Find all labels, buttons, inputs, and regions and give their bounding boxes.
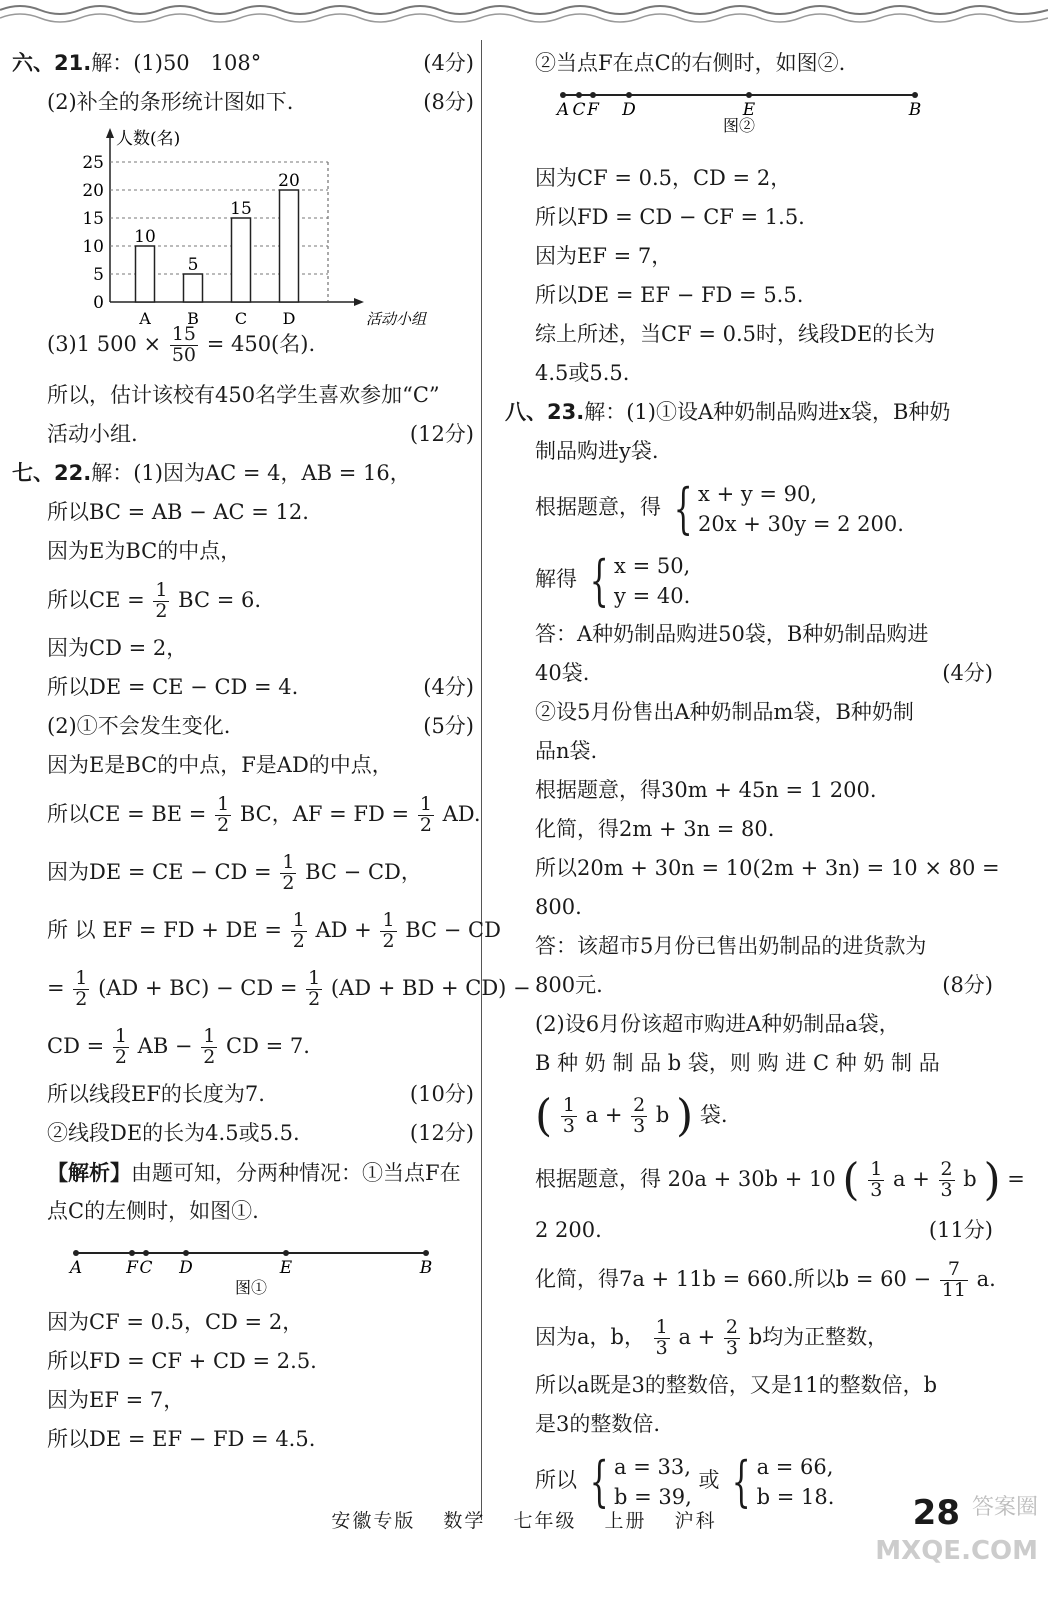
- answer-line: [12, 1017, 474, 1075]
- q21-part3: [12, 312, 474, 376]
- answer-text: (AD + BD + CD) −: [330, 976, 531, 1000]
- numerator: 1: [217, 793, 230, 816]
- answer-text: 解：(1)50 108°: [91, 51, 262, 75]
- answer-text: b: [963, 1167, 977, 1191]
- answer-text: 解得: [535, 567, 577, 591]
- answer-text: BC，AF = FD =: [239, 802, 410, 826]
- y-tick-label: 0: [93, 293, 104, 313]
- data-label: 20: [278, 171, 300, 191]
- point-label: A: [69, 1258, 83, 1278]
- answer-text: BC − CD，: [305, 860, 422, 884]
- answer-text: 化简，得2m + 3n = 80.: [535, 817, 775, 841]
- answer-line: [12, 1342, 474, 1381]
- point-F: [590, 92, 596, 98]
- number-line-figure-2: [535, 83, 993, 159]
- answer-line: [535, 354, 993, 393]
- denominator: 3: [940, 1179, 953, 1201]
- numerator: 2: [725, 1316, 739, 1339]
- answer-text: 2 200.: [535, 1218, 602, 1242]
- answer-line: [12, 571, 474, 629]
- score: (10分): [409, 1082, 474, 1106]
- point-label: B: [908, 100, 922, 120]
- numerator: 2: [633, 1094, 646, 1117]
- answer-text: 所以DE = CE − CD = 4.: [47, 675, 299, 699]
- figure-caption: 图①: [234, 1278, 268, 1297]
- answer-text: b均为正整数，: [748, 1325, 889, 1349]
- answer-text: 所以20m + 30n = 10(2m + 3n) = 10 × 80 =: [535, 856, 1000, 880]
- answer-text: (3)1 500 ×: [47, 332, 162, 356]
- score: (5分): [423, 714, 474, 738]
- answer-text: 所以，估计该校有450名学生喜欢参加“C”: [47, 383, 440, 407]
- brace-symbol: {: [673, 476, 693, 540]
- answer-text: CD =: [47, 1034, 105, 1058]
- equation: 20x + 30y = 2 200.: [698, 511, 904, 536]
- answer-text: CD = 7.: [226, 1034, 310, 1058]
- answer-text: 因为EF = 7，: [535, 244, 673, 268]
- x-tick-label: C: [234, 309, 248, 328]
- answer-text: 所以CE =: [47, 588, 145, 612]
- denominator: 2: [217, 814, 230, 836]
- numerator: 1: [203, 1025, 216, 1048]
- point-label: F: [587, 100, 599, 120]
- answer-text: 制品购进y袋.: [535, 439, 659, 463]
- y-tick-label: 15: [82, 209, 104, 229]
- denominator: 3: [870, 1179, 883, 1201]
- answer-text: (2)①不会发生变化.: [47, 714, 231, 738]
- brace-symbol: {: [589, 1449, 609, 1513]
- equation: x + y = 90,: [698, 481, 818, 506]
- denominator: 11: [941, 1279, 966, 1301]
- answer-line: [535, 849, 1000, 888]
- q21-conclusion-2: [12, 415, 474, 454]
- answer-text: B 种 奶 制 品 b 袋，则 购 进 C 种 奶 制 品: [535, 1051, 940, 1075]
- answer-text: 因为DE = CE − CD =: [47, 860, 272, 884]
- denominator: 3: [633, 1115, 646, 1137]
- answer-text: 所以线段EF的长度为7.: [47, 1082, 265, 1106]
- point-label: C: [139, 1258, 153, 1278]
- answer-text: 答：该超市5月份已售出奶制品的进货款为: [535, 934, 927, 958]
- bar-chart-svg: [12, 122, 452, 328]
- answer-text: a +: [893, 1167, 930, 1191]
- brace-system: [668, 476, 904, 540]
- equation: b = 18.: [756, 1484, 835, 1509]
- answer-line: [535, 615, 993, 654]
- brace-symbol: {: [589, 548, 609, 612]
- point-A: [73, 1250, 79, 1256]
- answer-text: 综上所述，当CF = 0.5时，线段DE的长为: [535, 322, 936, 346]
- fraction: [291, 911, 307, 952]
- analysis-tag: 【解析】: [47, 1160, 131, 1185]
- figure-1: [12, 1231, 474, 1303]
- x-axis-label: 活动小组: [366, 310, 427, 328]
- answer-line: [535, 966, 993, 1005]
- denominator: 2: [382, 930, 395, 952]
- answer-text: BC − CD: [405, 918, 501, 942]
- q22-heading: [12, 454, 474, 493]
- equation: a = 33,: [614, 1454, 691, 1479]
- point-C: [143, 1250, 149, 1256]
- fraction: [113, 1027, 129, 1068]
- answer-line: [12, 1192, 474, 1231]
- numerator: 1: [870, 1158, 883, 1181]
- point-D: [183, 1250, 189, 1256]
- answer-text: 所以BC = AB − AC = 12.: [47, 500, 309, 524]
- point-C: [576, 92, 582, 98]
- numerator: 1: [382, 909, 395, 932]
- fraction: [201, 1027, 217, 1068]
- answer-text: ②线段DE的长为4.5或5.5.: [47, 1121, 300, 1145]
- answer-text: 因为E为BC的中点，: [47, 539, 242, 563]
- equation-system-1: [535, 471, 993, 543]
- y-axis-label: 人数(名): [116, 129, 181, 149]
- point-B: [912, 92, 918, 98]
- answer-text: 因为a，b，: [535, 1325, 645, 1349]
- data-label: 10: [134, 227, 156, 247]
- answer-line: [12, 959, 531, 1017]
- answer-text: 活动小组.: [47, 422, 138, 446]
- equation-system-2: [535, 543, 993, 615]
- page-footer: [0, 1506, 1048, 1533]
- answer-line: [535, 1366, 993, 1405]
- answer-text: 所以DE = EF − FD = 4.5.: [47, 1427, 316, 1451]
- score: (12分): [409, 1121, 474, 1145]
- answer-line: [535, 1044, 993, 1083]
- fraction: [868, 1160, 884, 1201]
- answer-line: [535, 1147, 1025, 1211]
- answer-text: 解：(1)①设A种奶制品购进x袋，B种奶: [584, 400, 951, 424]
- answer-text: 所以FD = CD − CF = 1.5.: [535, 205, 805, 229]
- answer-text: 是3的整数倍.: [535, 1412, 661, 1436]
- numerator: 1: [308, 967, 321, 990]
- answer-line: [535, 693, 993, 732]
- answer-text: b: [655, 1103, 670, 1127]
- answer-line: [12, 1153, 474, 1192]
- answer-line: [535, 927, 993, 966]
- right-paren: ): [983, 1154, 1001, 1206]
- point-label: A: [556, 100, 570, 120]
- answer-text: 根据题意，得30m + 45n = 1 200.: [535, 778, 877, 802]
- denominator: 2: [155, 600, 168, 622]
- denominator: 2: [419, 814, 432, 836]
- equations: [614, 551, 690, 611]
- numerator: 1: [282, 851, 295, 874]
- numerator: 15: [171, 323, 197, 346]
- y-tick-label: 25: [82, 153, 104, 173]
- watermark-url: MXQE.COM: [875, 1536, 1038, 1566]
- answer-line: [12, 629, 474, 668]
- fraction: [631, 1096, 647, 1137]
- answer-line: [535, 44, 993, 83]
- answer-text: 因为CF = 0.5，CD = 2，: [47, 1310, 304, 1334]
- answer-line: [535, 732, 993, 771]
- answer-text: BC = 6.: [178, 588, 262, 612]
- figure-caption: 图②: [722, 116, 756, 135]
- point-B: [423, 1250, 429, 1256]
- answer-text: 因为CD = 2，: [47, 636, 188, 660]
- equations: [757, 1452, 835, 1512]
- answer-line: [12, 1303, 474, 1342]
- answer-text: 解：(1)因为AC = 4，AB = 16，: [91, 461, 411, 485]
- left-paren: (: [535, 1090, 553, 1142]
- bar-D: [280, 190, 299, 302]
- brace-system: [726, 1449, 835, 1513]
- answer-text: 或: [698, 1468, 720, 1492]
- answer-text: 800.: [535, 895, 582, 919]
- answer-line: [535, 1250, 996, 1308]
- point-label: C: [572, 100, 586, 120]
- equation: y = 40.: [614, 583, 691, 608]
- answer-text: 所以a既是3的整数倍，又是11的整数倍，b: [535, 1373, 938, 1397]
- numerator: 1: [419, 793, 432, 816]
- answer-line: [12, 1075, 474, 1114]
- denominator: 3: [655, 1337, 668, 1359]
- fraction: [380, 911, 396, 952]
- score: (4分): [942, 661, 993, 685]
- answer-text: 答：A种奶制品购进50袋，B种奶制品购进: [535, 622, 929, 646]
- x-tick-label: A: [139, 309, 151, 328]
- x-tick-label: D: [282, 309, 296, 328]
- answer-line: [535, 1005, 993, 1044]
- numerator: 7: [940, 1260, 968, 1281]
- answer-line: [12, 668, 474, 707]
- numerator: 2: [940, 1158, 953, 1181]
- answer-line: [535, 1083, 993, 1147]
- equation: x = 50,: [614, 553, 691, 578]
- brace-symbol: {: [731, 1449, 751, 1513]
- answer-line: [535, 1211, 993, 1250]
- left-paren: (: [842, 1154, 860, 1206]
- score: (4分): [423, 51, 474, 75]
- answer-line: [535, 198, 993, 237]
- denominator: 2: [308, 988, 321, 1010]
- x-tick-label: B: [187, 309, 199, 328]
- answer-text: =: [47, 976, 65, 1000]
- answer-text: (2)设6月份该超市购进A种奶制品a袋，: [535, 1012, 900, 1036]
- answer-text: 所以FD = CF + CD = 2.5.: [47, 1349, 317, 1373]
- page-number: 28: [912, 1493, 960, 1533]
- denominator: 3: [725, 1337, 739, 1359]
- numerator: 1: [562, 1094, 575, 1117]
- fraction: [153, 581, 169, 622]
- q21-heading: [12, 44, 474, 83]
- answer-text: 800元.: [535, 973, 603, 997]
- answer-text: AD +: [315, 918, 372, 942]
- point-A: [560, 92, 566, 98]
- fraction: [940, 1260, 968, 1301]
- footer-edition: 安徽专版: [331, 1510, 416, 1532]
- point-E: [746, 92, 752, 98]
- answer-text: 因为EF = 7，: [47, 1388, 185, 1412]
- answer-line: [12, 746, 474, 785]
- column-divider: [481, 40, 482, 1520]
- fraction: [170, 325, 198, 366]
- fraction: [306, 969, 322, 1010]
- fraction: [724, 1318, 740, 1359]
- answer-text: 所以: [535, 1468, 577, 1492]
- figure-2: [535, 83, 993, 159]
- point-label: D: [622, 100, 636, 120]
- denominator: 50: [171, 344, 197, 366]
- answer-line: [535, 237, 993, 276]
- answer-text: 所 以 EF = FD + DE =: [47, 918, 282, 942]
- answer-text: ②当点F在点C的右侧时，如图②.: [535, 51, 846, 75]
- answer-text: 4.5或5.5.: [535, 361, 630, 385]
- answer-text: a +: [585, 1103, 623, 1127]
- score: (11分): [928, 1218, 993, 1242]
- equation: b = 39,: [614, 1484, 692, 1509]
- answer-line: [12, 785, 481, 843]
- decorative-wave-border: [0, 0, 1048, 40]
- equations: [698, 479, 904, 539]
- answer-text: a +: [678, 1325, 716, 1349]
- answer-line: [12, 1381, 474, 1420]
- x-axis-arrow: [354, 298, 364, 306]
- answer-text: ②设5月份售出A种奶制品m袋，B种奶制: [535, 700, 914, 724]
- denominator: 2: [282, 872, 295, 894]
- answer-line: [12, 1420, 474, 1459]
- footer-volume: 上册: [604, 1510, 647, 1532]
- fraction: [280, 853, 296, 894]
- fraction: [654, 1318, 670, 1359]
- answer-text: AB −: [137, 1034, 193, 1058]
- point-E: [283, 1250, 289, 1256]
- y-tick-label: 10: [82, 237, 104, 257]
- q21-conclusion-1: [12, 376, 474, 415]
- numerator: 1: [155, 579, 168, 602]
- question-number: 七、22.: [12, 461, 92, 485]
- q21-part2: [12, 83, 474, 122]
- answer-line: [12, 493, 474, 532]
- denominator: 2: [292, 930, 305, 952]
- point-label: E: [742, 100, 756, 120]
- denominator: 3: [562, 1115, 575, 1137]
- answer-text: 根据题意，得: [535, 495, 661, 519]
- answer-line: [535, 315, 993, 354]
- fraction: [215, 795, 231, 836]
- fraction: [418, 795, 434, 836]
- answer-line: [12, 532, 474, 571]
- bar-chart: [12, 122, 474, 328]
- bar-B: [184, 274, 203, 302]
- answer-text: 所以DE = EF − FD = 5.5.: [535, 283, 804, 307]
- answer-line: [12, 707, 474, 746]
- question-number: 八、23.: [505, 400, 585, 424]
- answer-text: 化简，得7a + 11b = 660.所以b = 60 −: [535, 1267, 932, 1291]
- answer-line: [12, 901, 501, 959]
- bar-A: [136, 246, 155, 302]
- data-label: 5: [187, 255, 199, 275]
- numerator: 1: [292, 909, 305, 932]
- answer-text: (AD + BC) − CD =: [98, 976, 298, 1000]
- denominator: 2: [75, 988, 88, 1010]
- brace-system: [584, 1449, 692, 1513]
- answer-text: 袋.: [699, 1103, 728, 1127]
- answer-text: = 450(名).: [206, 332, 316, 356]
- y-axis-arrow: [106, 128, 114, 138]
- q23-heading: [505, 393, 993, 432]
- fraction: [939, 1160, 955, 1201]
- brace-system: [584, 548, 691, 612]
- fraction: [73, 969, 89, 1010]
- answer-text: 点C的左侧时，如图①.: [47, 1199, 259, 1223]
- answer-text: 所以CE = BE =: [47, 802, 207, 826]
- answer-line: [535, 888, 993, 927]
- answer-line: [535, 1405, 993, 1444]
- point-label: E: [279, 1258, 293, 1278]
- score: (4分): [423, 675, 474, 699]
- equations: [614, 1452, 692, 1512]
- answer-text: 因为E是BC的中点，F是AD的中点，: [47, 753, 393, 777]
- point-label: F: [126, 1258, 138, 1278]
- answer-line: [535, 159, 993, 198]
- equation: a = 66,: [756, 1454, 834, 1479]
- point-label: B: [419, 1258, 433, 1278]
- answer-line: [535, 654, 993, 693]
- left-column: [12, 44, 531, 1459]
- numerator: 1: [75, 967, 88, 990]
- answer-line: [12, 843, 474, 901]
- denominator: 2: [114, 1046, 127, 1068]
- answer-text: AD.: [442, 802, 481, 826]
- score: (8分): [423, 90, 474, 114]
- point-D: [626, 92, 632, 98]
- data-label: 15: [230, 199, 252, 219]
- answer-text: 由题可知，分两种情况：①当点F在: [131, 1161, 461, 1185]
- point-F: [129, 1250, 135, 1256]
- answer-line: [535, 771, 993, 810]
- answer-text: a.: [976, 1267, 996, 1291]
- denominator: 2: [203, 1046, 216, 1068]
- y-tick-label: 20: [82, 181, 104, 201]
- answer-text: =: [1007, 1167, 1025, 1191]
- answer-line: [535, 810, 993, 849]
- fraction: [561, 1096, 577, 1137]
- answer-line: [535, 1308, 993, 1366]
- point-label: D: [179, 1258, 193, 1278]
- right-paren: ): [676, 1090, 694, 1142]
- numerator: 1: [655, 1316, 668, 1339]
- answer-text: 品n袋.: [535, 739, 598, 763]
- answer-line: [12, 1114, 474, 1153]
- footer-grade: 七年级: [513, 1510, 577, 1532]
- score: (12分): [409, 422, 474, 446]
- footer-subject: 数学: [443, 1510, 486, 1532]
- numerator: 1: [114, 1025, 127, 1048]
- answer-text: 40袋.: [535, 661, 590, 685]
- answer-text: (2)补全的条形统计图如下.: [47, 90, 294, 114]
- footer-publisher: 沪科: [674, 1510, 717, 1532]
- question-number: 六、21.: [12, 51, 92, 75]
- number-line-figure-1: [12, 1231, 474, 1303]
- answer-line: [535, 432, 993, 471]
- answer-text: 根据题意，得 20a + 30b + 10: [535, 1167, 836, 1191]
- bar-C: [232, 218, 251, 302]
- y-tick-label: 5: [93, 265, 104, 285]
- answer-text: 因为CF = 0.5，CD = 2，: [535, 166, 792, 190]
- watermark-logo: 答案圈: [971, 1495, 1038, 1520]
- answer-line: [535, 276, 993, 315]
- score: (8分): [942, 973, 993, 997]
